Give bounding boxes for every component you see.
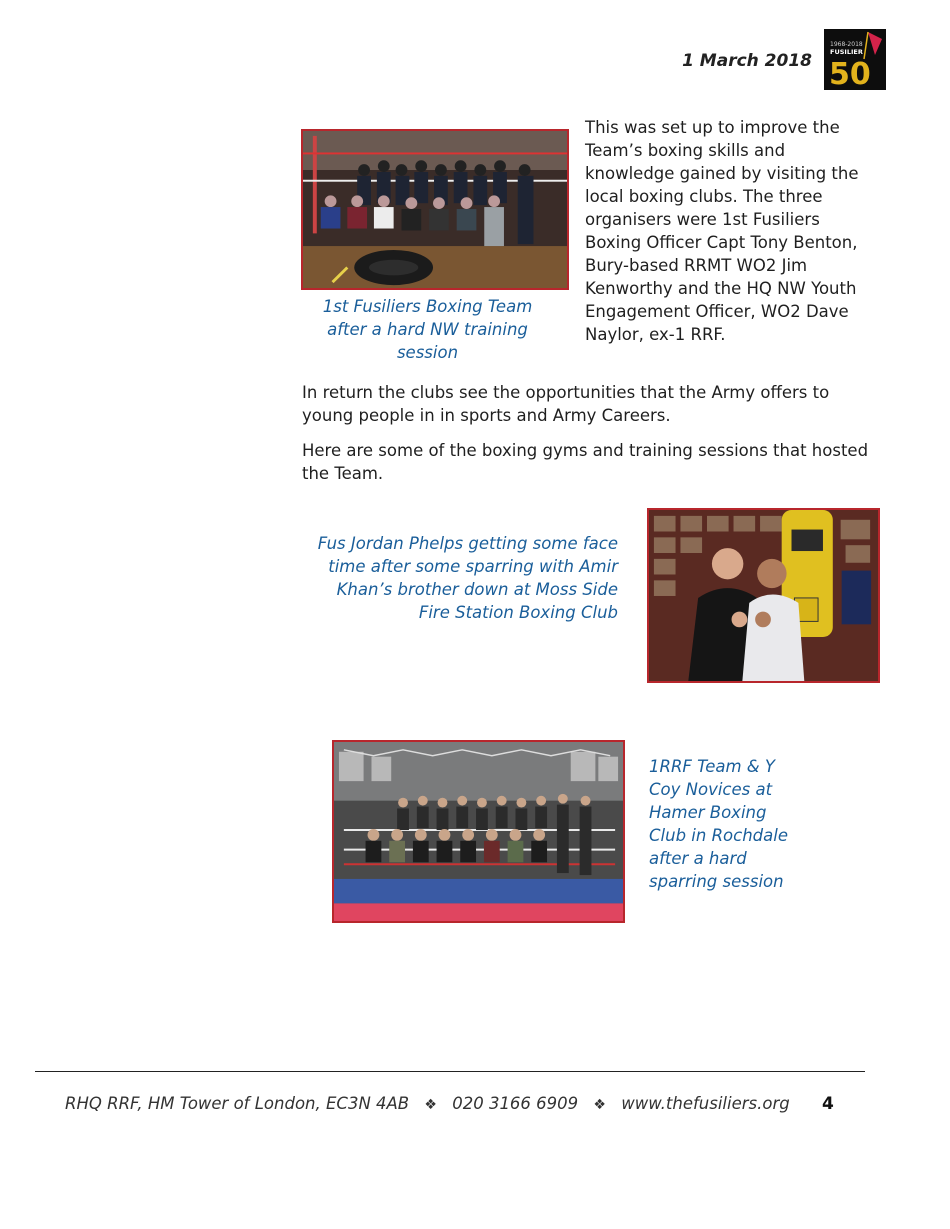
footer-contact — [65, 1094, 790, 1113]
footer-phone: 020 3166 6909 — [452, 1094, 579, 1113]
team-group-photo — [301, 129, 569, 290]
fusilier-50-logo — [824, 29, 886, 90]
issue-date: 1 March 2018 — [682, 51, 812, 71]
logo-number: 50 — [829, 57, 871, 90]
intro-paragraph: This was set up to improve the Team’s boxing skills and knowledge gained by visiting the local boxing clubs. The three organisers were 1st Fusiliers Boxing Officer Capt Tony Benton, Bury-based RRMT WO2 Jim Kenworthy and the HQ NW Youth Engagement Officer, WO2 Dave Naylor, ex-1 RRF. — [585, 118, 859, 344]
separator-icon: ❖ — [424, 1097, 437, 1113]
return-paragraph: In return the clubs see the opportunities that the Army offers to young people in in sports and Army Careers. — [302, 383, 830, 425]
footer-website-link[interactable]: www.thefusiliers.org — [621, 1094, 790, 1113]
team-photo-caption: 1st Fusiliers Boxing Team after a hard NW training session — [322, 297, 533, 362]
logo-years: 1968-2018 — [830, 41, 863, 48]
separator-icon: ❖ — [593, 1097, 606, 1113]
footer-address: RHQ RRF, HM Tower of London, EC3N 4AB — [65, 1094, 410, 1113]
footer-divider — [35, 1071, 865, 1072]
hamer-photo-caption: 1RRF Team & Y Coy Novices at Hamer Boxing Club in Rochdale after a hard sparring session — [649, 757, 788, 891]
boxing-ring-group-photo — [332, 740, 625, 923]
two-boxers-photo — [647, 508, 880, 683]
logo-word: FUSILIER — [830, 48, 863, 56]
gyms-paragraph: Here are some of the boxing gyms and training sessions that hosted the Team. — [302, 441, 869, 483]
sparring-photo-caption: Fus Jordan Phelps getting some face time after some sparring with Amir Khan’s brother down at Moss Side Fire Station Boxing Club — [317, 534, 618, 622]
page-number: 4 — [822, 1094, 834, 1114]
